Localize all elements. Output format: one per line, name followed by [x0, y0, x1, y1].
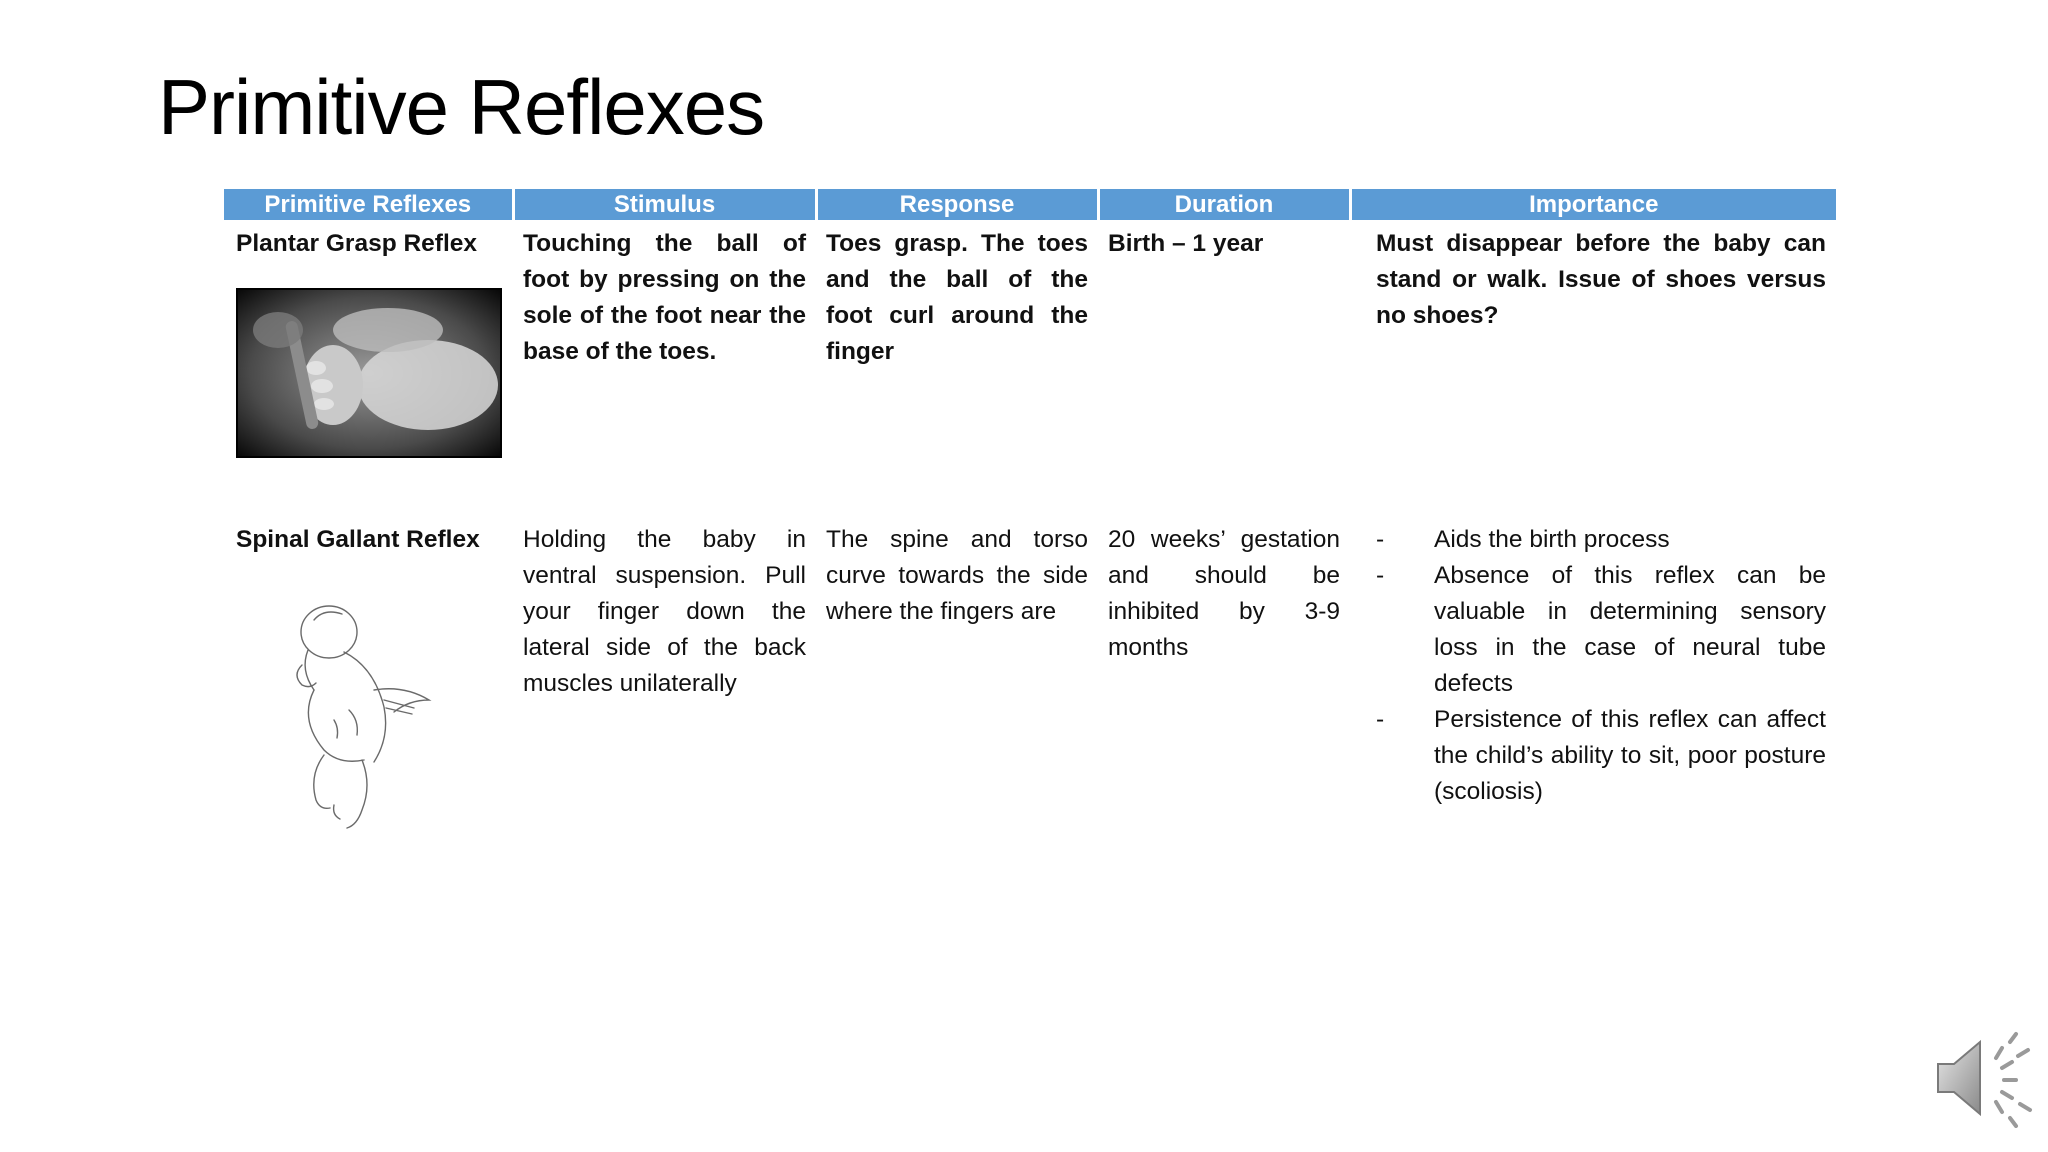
table-row — [224, 504, 1836, 862]
list-item — [1376, 558, 1826, 702]
importance-cell — [1350, 504, 1836, 862]
list-dash: - — [1376, 562, 1385, 589]
reflex-table — [224, 189, 1836, 862]
response-cell: The spine and torso curve towards the side where the fingers are — [826, 526, 1088, 625]
stimulus-cell: Touching the ball of foot by pressing on the sole of the foot near the base of the toes. — [523, 230, 806, 365]
importance-list — [1376, 522, 1826, 810]
list-item — [1376, 522, 1826, 558]
header-stimulus: Stimulus — [513, 189, 816, 220]
header-importance: Importance — [1350, 189, 1836, 220]
list-item-text: Aids the birth process — [1434, 526, 1670, 553]
duration-cell: Birth – 1 year — [1108, 230, 1264, 257]
slide-title: Primitive Reflexes — [158, 63, 765, 151]
response-cell: Toes grasp. The toes and the ball of the foot curl around the finger — [826, 230, 1088, 365]
reflex-name: Plantar Grasp Reflex — [236, 230, 478, 257]
list-item-text: Absence of this reflex can be valuable in determining sensory loss in the case of neural tube defects — [1434, 562, 1826, 697]
header-response: Response — [816, 189, 1098, 220]
stimulus-cell: Holding the baby in ventral suspension. Pull your finger down the lateral side of the back muscles unilaterally — [523, 526, 806, 697]
header-duration: Duration — [1098, 189, 1350, 220]
table-row — [224, 220, 1836, 504]
baby-back-stroke-sketch — [274, 590, 444, 840]
list-dash: - — [1376, 706, 1385, 733]
importance-cell: Must disappear before the baby can stand or walk. Issue of shoes versus no shoes? — [1376, 230, 1826, 329]
list-dash: - — [1376, 526, 1385, 553]
header-primitive-reflexes: Primitive Reflexes — [224, 189, 513, 220]
list-item — [1376, 702, 1826, 810]
duration-cell: 20 weeks’ gestation and should be inhibited by 3-9 months — [1108, 526, 1340, 661]
reflex-name: Spinal Gallant Reflex — [236, 526, 480, 553]
reflex-name-cell — [224, 504, 513, 862]
list-item-text: Persistence of this reflex can affect the child’s ability to sit, poor posture (scoliosis) — [1434, 706, 1826, 805]
table-header-row — [224, 189, 1836, 220]
speaker-icon[interactable] — [1932, 1028, 2036, 1128]
baby-foot-grasp-photo — [236, 288, 502, 458]
reflex-name-cell — [224, 220, 513, 504]
